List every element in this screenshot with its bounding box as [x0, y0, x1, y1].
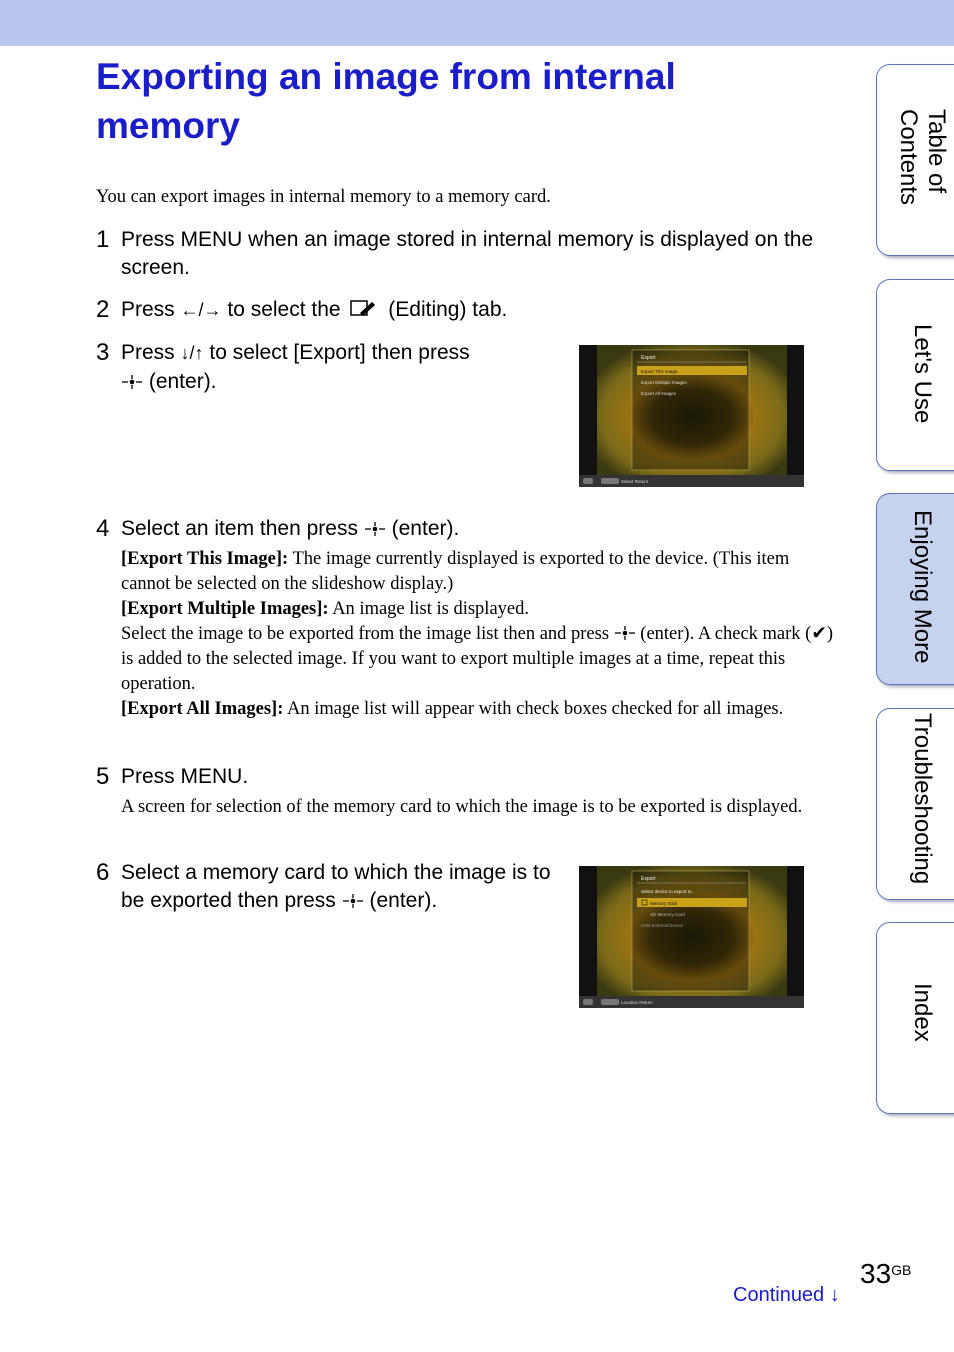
menu-item: Export Multiple Images: [641, 380, 687, 385]
step-text: Select a memory card to which the image is to be exported then press: [121, 861, 551, 912]
menu-title: Export: [641, 876, 656, 882]
intro-text: You can export images in internal memory to a memory card.: [96, 187, 551, 207]
step-number: 1: [96, 226, 110, 253]
tab-index[interactable]: [876, 922, 954, 1114]
continued-label: Continued: [733, 1284, 825, 1306]
tab-table-of-contents[interactable]: [876, 64, 954, 256]
menu-item: SD Memory Card: [650, 912, 685, 917]
tab-label: Index: [909, 983, 936, 1042]
header-bar: [0, 0, 954, 46]
step-text: (enter).: [385, 517, 460, 540]
menu-screenshot-select-device: [579, 866, 804, 1008]
page-number: [860, 1258, 911, 1290]
tab-label: Enjoying More: [909, 510, 936, 664]
tab-lets-use[interactable]: [876, 279, 954, 471]
option-text: (enter). A check mark (: [635, 624, 812, 644]
menu-item: Export All Images: [641, 391, 677, 396]
page-title: Exporting an image from internal memory: [96, 56, 676, 146]
menu-prompt: Select device to export to.: [641, 889, 693, 894]
enter-icon: [342, 893, 364, 909]
option-text: The image currently displayed is exported to the device. (This item cannot be selected on the slideshow display.): [121, 549, 790, 594]
step-number: 5: [96, 763, 110, 790]
menu-item: Export This Image: [641, 369, 678, 374]
step-4-description: [121, 547, 836, 722]
step-5-description: A screen for selection of the memory card to which the image is to be exported is displayed.: [121, 797, 803, 817]
footer-text: Location Return: [621, 1000, 653, 1005]
option-text: ) is added to the selected image. If you want to export multiple images at a time, repeat this operation.: [121, 624, 834, 694]
tab-troubleshooting[interactable]: [876, 708, 954, 900]
page-suffix: GB: [891, 1262, 912, 1278]
option-text: An image list is displayed.: [328, 599, 529, 619]
tab-enjoying-more[interactable]: [876, 493, 954, 685]
tab-label: Let's Use: [909, 324, 936, 424]
step-number: 4: [96, 515, 110, 542]
menu-title: Export: [641, 355, 656, 361]
menu-screenshot-export: [579, 345, 804, 487]
arrow-down-icon: ↓: [829, 1284, 840, 1306]
tab-label: Troubleshooting: [909, 713, 936, 885]
step-text: (Editing) tab.: [382, 298, 508, 321]
step-text: Press MENU.: [121, 765, 249, 788]
down-up-arrow-icon: ↓/↑: [180, 343, 204, 363]
option-label: [Export Multiple Images]:: [121, 599, 329, 619]
step-number: 2: [96, 296, 110, 323]
step-text: to select the: [221, 298, 347, 321]
option-text: An image list will appear with check boxes checked for all images.: [283, 699, 784, 719]
step-text: (enter).: [143, 369, 217, 393]
menu-item: Memory Stick: [650, 901, 678, 906]
menu-item: USB External Device: [641, 923, 684, 928]
step-text: (enter).: [363, 888, 438, 912]
step-text: Press: [121, 298, 181, 321]
enter-icon: [364, 521, 386, 537]
step-number: 3: [96, 339, 110, 366]
enter-icon: [121, 374, 143, 390]
option-label: [Export This Image]:: [121, 549, 289, 569]
step-text: to select [Export] then press: [203, 341, 470, 364]
check-mark-icon: ✔: [811, 624, 827, 644]
step-text: Select an item then press: [121, 517, 364, 540]
step-text: Press: [121, 341, 181, 364]
footer-text: Select Return: [621, 479, 649, 484]
tab-label: Table of Contents: [895, 109, 950, 206]
continued-link[interactable]: [733, 1284, 840, 1307]
option-label: [Export All Images]:: [121, 699, 284, 719]
page-number-value: 33: [860, 1258, 892, 1289]
step-text: Press MENU when an image stored in internal memory is displayed on the screen.: [121, 228, 814, 279]
step-number: 6: [96, 859, 110, 886]
left-right-arrow-icon: ←/→: [180, 300, 222, 320]
option-text: Select the image to be exported from the image list then and press: [121, 624, 614, 644]
enter-icon: [614, 625, 636, 641]
editing-tab-icon: [350, 299, 376, 319]
